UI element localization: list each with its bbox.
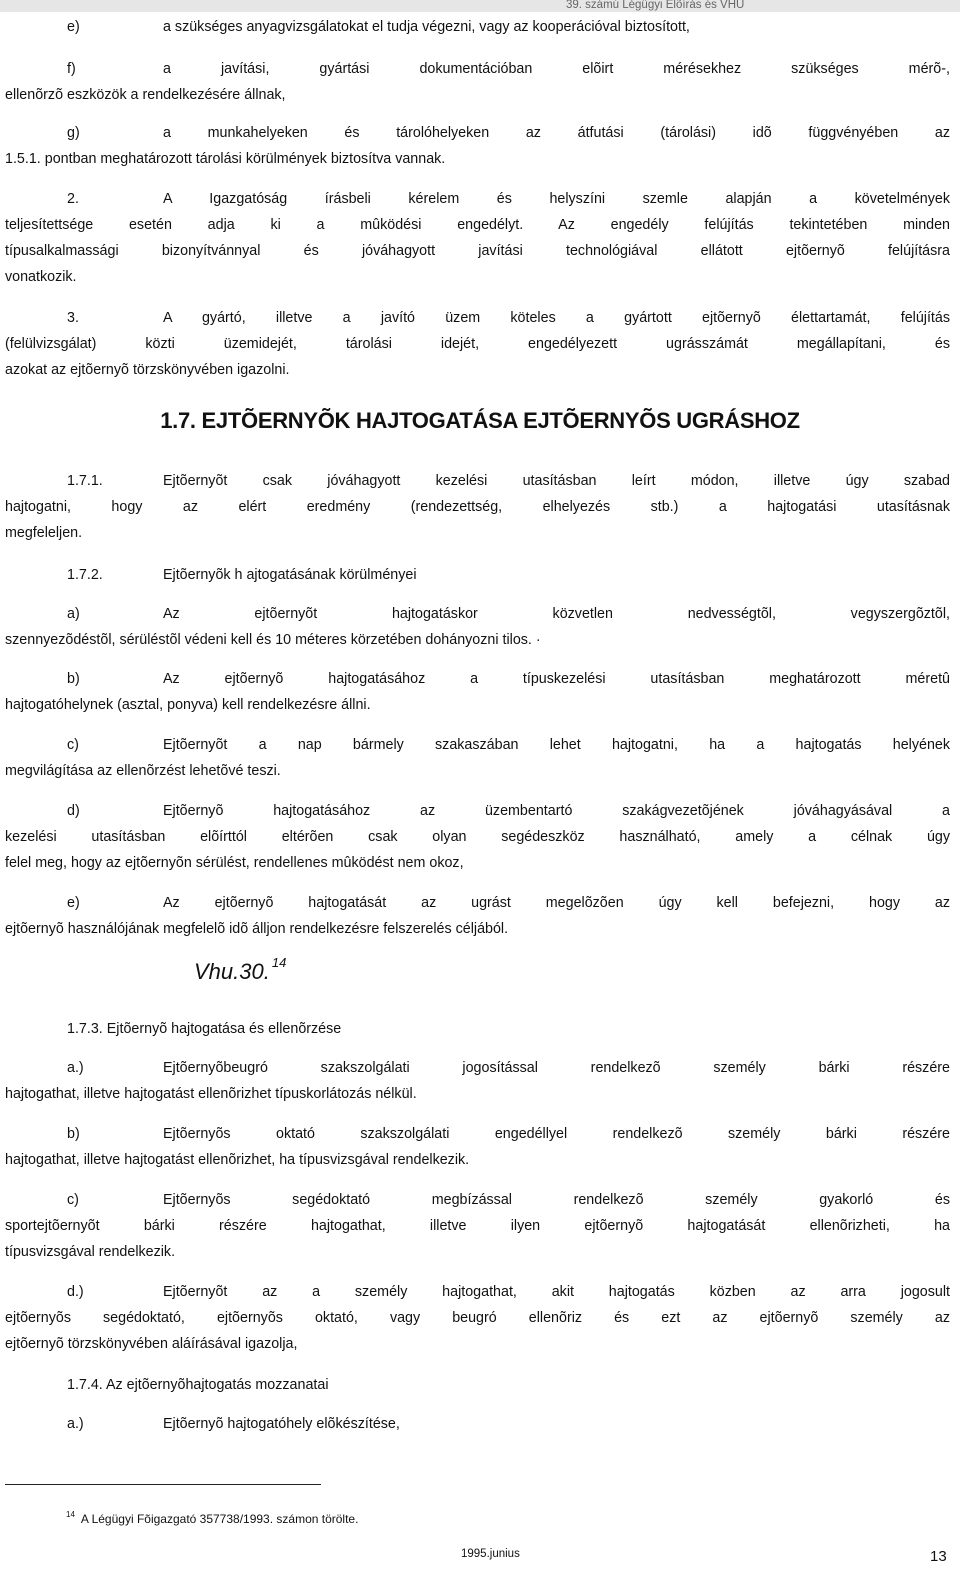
item-label: b) [67, 671, 80, 687]
line-text: típusalkalmassági bizonyítvánnyal és jóváhagyott javítási technológiával ellátott ejtõernyõ felújításra [5, 243, 950, 259]
text-line [5, 1411, 950, 1437]
line-text: Ejtõernyõs segédoktató megbízással rendelkezõ személy gyakorló és [163, 1192, 950, 1208]
text-line [5, 238, 950, 264]
text-line [5, 212, 950, 238]
paragraph-b2 [5, 1121, 950, 1173]
line-text: Ejtõernyõ hajtogatásához az üzembentartó szakágvezetõjének jóváhagyásával a [163, 803, 950, 819]
line-text: Ejtõernyõs oktató szakszolgálati engedéllyel rendelkezõ személy bárki részére [163, 1126, 950, 1142]
item-label: 1.7.4. [67, 1377, 103, 1393]
line-text: Az ejtõernyõ hajtogatását az ugrást megelõzõen úgy kell befejezni, hogy az [163, 895, 950, 911]
paragraph-a2 [5, 1055, 950, 1107]
text-line [5, 1279, 950, 1305]
text-line [5, 798, 950, 824]
item-label: f) [67, 61, 76, 77]
paragraph-e [5, 14, 950, 40]
line-text: Ejtõernyõk h ajtogatásának körülményei [163, 567, 417, 583]
line-text: hajtogathat, illetve hajtogatást ellenõrizhet típuskorlátozás nélkül. [5, 1086, 417, 1102]
text-line [5, 468, 950, 494]
item-label: 1.7.1. [67, 473, 103, 489]
line-text: hajtogatni, hogy az elért eredmény (rendezettség, elhelyezés stb.) a hajtogatási utasításnak [5, 499, 950, 515]
item-label: b) [67, 1126, 80, 1142]
paragraph-b1 [5, 666, 950, 718]
footnote-mark: 14 [66, 1510, 75, 1519]
item-label: e) [67, 895, 80, 911]
paragraph-c1 [5, 732, 950, 784]
text-line [5, 1239, 950, 1265]
footnote [66, 1510, 358, 1526]
item-label: a) [67, 606, 80, 622]
signature-reference [194, 955, 286, 985]
paragraph-d2 [5, 1279, 950, 1357]
text-line [5, 1213, 950, 1239]
line-text: a javítási, gyártási dokumentációban elõirt mérésekhez szükséges mérõ-, [163, 61, 950, 77]
paragraph-a1 [5, 601, 950, 653]
paragraph-s173 [5, 1016, 950, 1042]
line-text: Ejtõernyõ hajtogatása és ellenõrzése [106, 1021, 342, 1037]
footer-date: 1995.junius [461, 1548, 520, 1560]
section-heading: 1.7. EJTÕERNYÕK HAJTOGATÁSA EJTÕERNYÕS UGRÁSHOZ [160, 408, 800, 433]
item-label: g) [67, 125, 80, 141]
item-label: 3. [67, 310, 79, 326]
text-line [5, 692, 950, 718]
text-line [5, 14, 950, 40]
text-line [5, 1305, 950, 1331]
item-label: 1.7.2. [67, 567, 103, 583]
text-line [5, 82, 950, 108]
paragraph-s172 [5, 562, 950, 588]
paragraph-p2 [5, 186, 950, 290]
item-label: a.) [67, 1416, 84, 1432]
text-line [5, 305, 950, 331]
text-line [5, 1187, 950, 1213]
text-line [5, 1121, 950, 1147]
line-text: hajtogatóhelynek (asztal, ponyva) kell rendelkezésre állni. [5, 697, 371, 713]
line-text: Ejtõernyõt az a személy hajtogathat, akit hajtogatás közben az arra jogosult [163, 1284, 950, 1300]
item-label: c) [67, 737, 79, 753]
item-label: 2. [67, 191, 79, 207]
line-text: felel meg, hogy az ejtõernyõn sérülést, rendellenes mûködést nem okoz, [5, 855, 464, 871]
line-text: Ejtõernyõ hajtogatóhely elõkészítése, [163, 1416, 400, 1432]
text-line [5, 1372, 950, 1398]
text-line [5, 732, 950, 758]
text-line [5, 1081, 950, 1107]
footnote-divider [5, 1484, 321, 1485]
line-text: 1.5.1. pontban meghatározott tárolási körülmények biztosítva vannak. [5, 151, 446, 167]
line-text: Ejtõernyõt a nap bármely szakaszában lehet hajtogatni, ha a hajtogatás helyének [163, 737, 950, 753]
line-text: kezelési utasításban elõírttól eltérõen csak olyan segédeszköz használható, amely a célnak úgy [5, 829, 950, 845]
paragraph-c2 [5, 1187, 950, 1265]
text-line [5, 146, 950, 172]
line-text: típusvizsgával rendelkezik. [5, 1244, 176, 1260]
line-text: szennyezõdéstõl, sérüléstõl védeni kell és 10 méteres körzetében dohányozni tilos. · [5, 632, 541, 648]
line-text: teljesítettsége esetén adja ki a mûködési engedélyt. Az engedély felújítás tekintetében minden [5, 217, 950, 233]
line-text: Az ejtõernyõ hajtogatásához a típuskezelési utasításban meghatározott méretû [163, 671, 950, 687]
footnote-text: A Légügyi Fõigazgató 357738/1993. számon törölte. [80, 1512, 359, 1526]
item-label: a.) [67, 1060, 84, 1076]
line-text: A Igazgatóság írásbeli kérelem és helyszíni szemle alapján a követelmények [163, 191, 950, 207]
line-text: Ejtõernyõt csak jóváhagyott kezelési utasításban leírt módon, illetve úgy szabad [163, 473, 950, 489]
line-text: megvilágítása az ellenõrzést lehetõvé teszi. [5, 763, 281, 779]
line-text: vonatkozik. [5, 269, 77, 285]
line-text: hajtogathat, illetve hajtogatást ellenõrizhet, ha típusvizsgával rendelkezik. [5, 1152, 470, 1168]
text-line [5, 357, 950, 383]
text-line [5, 1055, 950, 1081]
line-text: Ejtõernyõbeugró szakszolgálati jogosítással rendelkezõ személy bárki részére [163, 1060, 950, 1076]
item-label: d.) [67, 1284, 84, 1300]
paragraph-s174 [5, 1372, 950, 1398]
item-label: 1.7.3. [67, 1021, 103, 1037]
paragraph-d1 [5, 798, 950, 876]
line-text: azokat az ejtõernyõ törzskönyvében igazolni. [5, 362, 290, 378]
signature-text: Vhu.30. [194, 959, 270, 984]
header-text: 39. számú Légügyi Elõírás és VHÚ [566, 0, 745, 11]
line-text: megfeleljen. [5, 525, 83, 541]
text-line [5, 850, 950, 876]
paragraph-s171 [5, 468, 950, 546]
text-line [5, 520, 950, 546]
text-line [5, 264, 950, 290]
item-label: d) [67, 803, 80, 819]
item-label: c) [67, 1192, 79, 1208]
text-line [5, 331, 950, 357]
signature-footnote-mark: 14 [271, 955, 287, 970]
line-text: Az ejtõernyõt hajtogatáskor közvetlen nedvességtõl, vegyszergõztõl, [163, 606, 950, 622]
line-text: ejtõernyõs segédoktató, ejtõernyõs oktató, vagy beugró ellenõriz és ezt az ejtõernyõ személy az [5, 1310, 950, 1326]
item-label: e) [67, 19, 80, 35]
text-line [5, 627, 950, 653]
text-line [5, 56, 950, 82]
text-line [5, 186, 950, 212]
paragraph-f [5, 56, 950, 108]
line-text: ejtõernyõ törzskönyvében aláírásával igazolja, [5, 1336, 298, 1352]
text-line [5, 824, 950, 850]
line-text: (felülvizsgálat) közti üzemidejét, tárolási idejét, engedélyezett ugrásszámát megállapítani, és [5, 336, 950, 352]
text-line [5, 758, 950, 784]
paragraph-p3 [5, 305, 950, 383]
paragraph-g [5, 120, 950, 172]
page-header [0, 0, 960, 12]
line-text: ellenõrzõ eszközök a rendelkezésére állnak, [5, 87, 286, 103]
line-text: Az ejtõernyõhajtogatás mozzanatai [105, 1377, 329, 1393]
text-line [5, 1016, 950, 1042]
line-text: a munkahelyeken és tárolóhelyeken az átfutási (tárolási) idõ függvényében az [163, 125, 950, 141]
line-text: A gyártó, illetve a javító üzem köteles a gyártott ejtõernyõ élettartamát, felújítás [163, 310, 950, 326]
paragraph-a3 [5, 1411, 950, 1437]
line-text: sportejtõernyõt bárki részére hajtogathat, illetve ilyen ejtõernyõ hajtogatását ellenõrizheti, ha [5, 1218, 950, 1234]
text-line [5, 120, 950, 146]
text-line [5, 601, 950, 627]
paragraph-e1 [5, 890, 950, 942]
line-text: ejtõernyõ használójának megfelelõ idõ álljon rendelkezésre felszerelés céljából. [5, 921, 509, 937]
text-line [5, 494, 950, 520]
line-text: a szükséges anyagvizsgálatokat el tudja végezni, vagy az kooperációval biztosított, [163, 19, 690, 35]
text-line [5, 1331, 950, 1357]
text-line [5, 1147, 950, 1173]
text-line [5, 666, 950, 692]
text-line [5, 562, 950, 588]
text-line [5, 916, 950, 942]
page-number: 13 [930, 1548, 947, 1565]
text-line [5, 890, 950, 916]
